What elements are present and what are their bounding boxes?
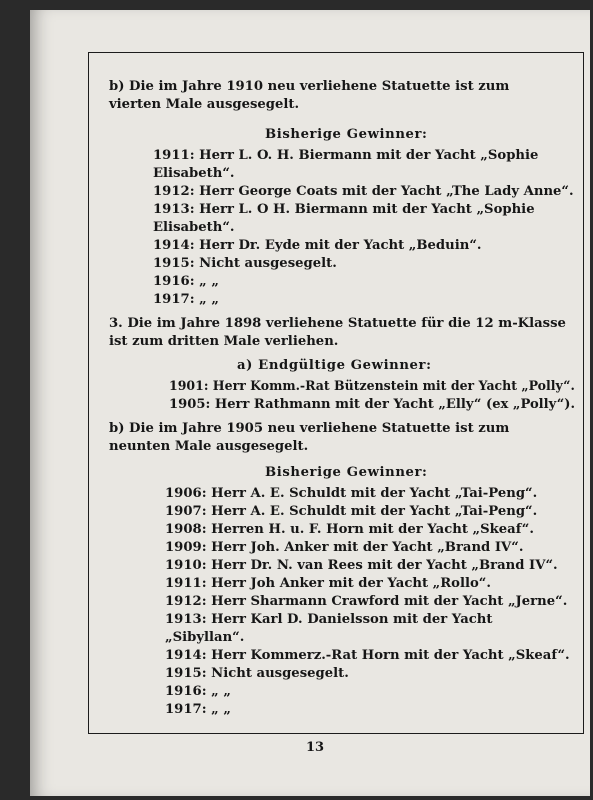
intro-line: vierten Male ausgesegelt. — [109, 97, 300, 112]
intro-line: neunten Male ausgesegelt. — [109, 439, 309, 454]
winner-entry-continued: „Sibyllan“. — [165, 630, 245, 645]
winner-entry: 1911: Herr L. O. H. Biermann mit der Yacht „Sophie — [153, 148, 539, 163]
final-winners-heading: a) Endgültige Gewinner: — [237, 358, 432, 373]
winner-entry: 1910: Herr Dr. N. van Rees mit der Yacht „Brand IV“. — [165, 558, 558, 573]
winner-entry: 1912: Herr Sharmann Crawford mit der Yacht „Jerne“. — [165, 594, 568, 609]
page-number: 13 — [306, 740, 325, 755]
winner-entry: 1917: „ „ — [165, 702, 231, 717]
winner-entry: 1912: Herr George Coats mit der Yacht „The Lady Anne“. — [153, 184, 574, 199]
final-winner-entry: 1905: Herr Rathmann mit der Yacht „Elly“ (ex „Polly“). — [169, 397, 576, 412]
winner-entry: 1911: Herr Joh Anker mit der Yacht „Rollo“. — [165, 576, 491, 591]
winner-entry-continued: Elisabeth“. — [153, 220, 235, 235]
winner-entry: 1917: „ „ — [153, 292, 219, 307]
section-3-line: 3. Die im Jahre 1898 verliehene Statuette für die 12 m-Klasse — [109, 316, 566, 331]
intro-line: b) Die im Jahre 1905 neu verliehene Statuette ist zum — [109, 421, 510, 436]
intro-line: b) Die im Jahre 1910 neu verliehene Statuette ist zum — [109, 79, 510, 94]
winner-entry: 1907: Herr A. E. Schuldt mit der Yacht „Tai-Peng“. — [165, 504, 538, 519]
winner-entry: 1915: Nicht ausgesegelt. — [165, 666, 349, 681]
winner-entry: 1916: „ „ — [153, 274, 219, 289]
winner-entry: 1913: Herr L. O H. Biermann mit der Yacht „Sophie — [153, 202, 535, 217]
winner-entry: 1913: Herr Karl D. Danielsson mit der Yacht — [165, 612, 493, 627]
winners-heading: Bisherige Gewinner: — [265, 127, 428, 142]
winners-heading: Bisherige Gewinner: — [265, 465, 428, 480]
winner-entry: 1909: Herr Joh. Anker mit der Yacht „Brand IV“. — [165, 540, 524, 555]
winner-entry: 1906: Herr A. E. Schuldt mit der Yacht „Tai-Peng“. — [165, 486, 538, 501]
winner-entry: 1915: Nicht ausgesegelt. — [153, 256, 337, 271]
winner-entry: 1914: Herr Kommerz.-Rat Horn mit der Yacht „Skeaf“. — [165, 648, 570, 663]
book-page — [30, 10, 590, 796]
final-winner-entry: 1901: Herr Komm.-Rat Bützenstein mit der Yacht „Polly“. — [169, 379, 575, 394]
winner-entry-continued: Elisabeth“. — [153, 166, 235, 181]
section-3-line: ist zum dritten Male verliehen. — [109, 334, 339, 349]
winner-entry: 1916: „ „ — [165, 684, 231, 699]
winner-entry: 1908: Herren H. u. F. Horn mit der Yacht „Skeaf“. — [165, 522, 534, 537]
text-frame — [88, 52, 584, 734]
winner-entry: 1914: Herr Dr. Eyde mit der Yacht „Beduin“. — [153, 238, 482, 253]
